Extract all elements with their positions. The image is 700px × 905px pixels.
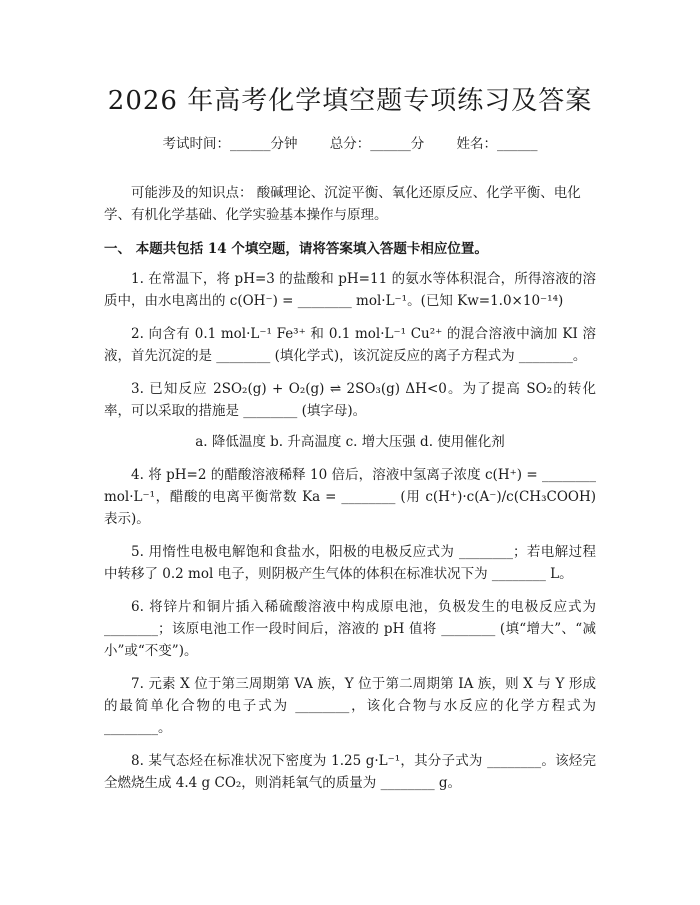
question-4: 4. 将 pH=2 的醋酸溶液稀释 10 倍后，溶液中氢离子浓度 c(H⁺) = ________ mol·L⁻¹，醋酸的电离平衡常数 Ka = ________ (用 c(H⁺)·c(A⁻)/c(CH₃COOH) 表示)。	[104, 467, 596, 527]
question-7: 7. 元素 X 位于第三周期第 VA 族，Y 位于第二周期第 IA 族，则 X 与 Y 形成的最简单化合物的电子式为 ________，该化合物与水反应的化学方程式为 ________。	[104, 676, 596, 736]
question-3: 3. 已知反应 2SO₂(g) + O₂(g) ⇌ 2SO₃(g) ΔH<0。为了提高 SO₂的转化率，可以采取的措施是 ________ (填字母)。	[104, 381, 596, 419]
question-6: 6. 将锌片和铜片插入稀硫酸溶液中构成原电池，负极发生的电极反应式为 ________；该原电池工作一段时间后，溶液的 pH 值将 ________ (填“增大”、“减小”或“不变”)。	[104, 599, 596, 659]
question-1: 1. 在常温下，将 pH=3 的盐酸和 pH=11 的氨水等体积混合，所得溶液的溶质中，由水电离出的 c(OH⁻) = ________ mol·L⁻¹。(已知 Kw=1.0×10⁻¹⁴)	[104, 271, 596, 309]
knowledge-points: 可能涉及的知识点： 酸碱理论、沉淀平衡、氧化还原反应、化学平衡、电化学、有机化学基础、化学实验基本操作与原理。	[104, 185, 581, 223]
exam-time-field: 考试时间：______分钟	[162, 136, 298, 152]
question-3-options: a. 降低温度 b. 升高温度 c. 增大压强 d. 使用催化剂	[195, 434, 505, 450]
question-5: 5. 用惰性电极电解饱和食盐水，阳极的电极反应式为 ________；若电解过程中转移了 0.2 mol 电子，则阴极产生气体的体积在标准状况下为 ________ L。	[104, 544, 596, 582]
page-title: 2026 年高考化学填空题专项练习及答案	[107, 86, 593, 116]
total-score-field: 总分：______分	[329, 136, 425, 152]
document-body	[104, 182, 596, 805]
question-8: 8. 某气态烃在标准状况下密度为 1.25 g·L⁻¹，其分子式为 ________。该烃完全燃烧生成 4.4 g CO₂，则消耗氧气的质量为 ________ g。	[104, 753, 596, 791]
name-field: 姓名：______	[456, 136, 538, 152]
section-heading: 一、 本题共包括 14 个填空题，请将答案填入答题卡相应位置。	[104, 241, 488, 257]
question-2: 2. 向含有 0.1 mol·L⁻¹ Fe³⁺ 和 0.1 mol·L⁻¹ Cu²⁺ 的混合溶液中滴加 KI 溶液，首先沉淀的是 ________ (填化学式)，该沉淀反应的离子方程式为 ________。	[104, 326, 596, 364]
exam-meta	[0, 132, 700, 152]
